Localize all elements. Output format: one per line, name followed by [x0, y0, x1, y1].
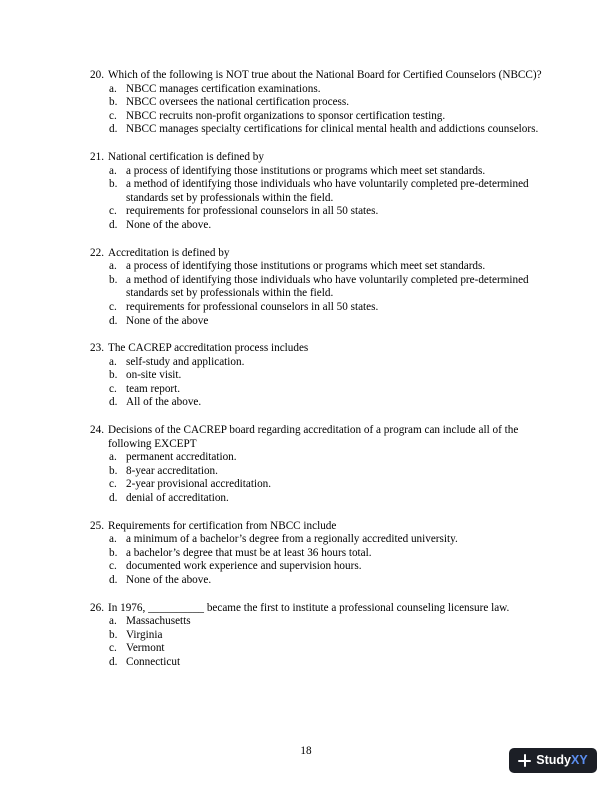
- option-letter: b.: [109, 628, 118, 641]
- option-text: All of the above.: [126, 396, 202, 409]
- option-letter: c.: [109, 478, 117, 491]
- question-stem: [90, 424, 550, 451]
- question-text: Decisions of the CACREP board regarding accreditation of a program can include all of the following EXCEPT: [108, 424, 519, 450]
- option-text: 8-year accreditation.: [126, 464, 218, 477]
- answer-options: [90, 165, 550, 233]
- option-text: a method of identifying those individuals who have voluntarily completed pre-determined standards set by professionals within the field.: [126, 273, 529, 300]
- question-stem: [90, 247, 550, 261]
- answer-options: [90, 533, 550, 587]
- answer-option: [109, 533, 550, 547]
- option-text: documented work experience and supervision hours.: [126, 560, 362, 573]
- option-text: denial of accreditation.: [126, 492, 229, 505]
- option-letter: d.: [109, 396, 118, 409]
- option-letter: c.: [109, 205, 117, 218]
- option-text: team report.: [126, 382, 181, 395]
- question-item: [90, 69, 550, 137]
- option-text: NBCC oversees the national certification process.: [126, 96, 350, 109]
- question-number: 23.: [90, 342, 104, 355]
- question-text: In 1976, __________ became the first to institute a professional counseling licensure law.: [108, 601, 510, 614]
- option-letter: a.: [109, 355, 117, 368]
- question-text: Accreditation is defined by: [108, 246, 230, 259]
- option-letter: c.: [109, 382, 117, 395]
- option-letter: d.: [109, 314, 118, 327]
- question-stem: [90, 520, 550, 534]
- answer-option: [109, 465, 550, 479]
- answer-option: [109, 165, 550, 179]
- option-letter: a.: [109, 82, 117, 95]
- question-stem: [90, 602, 550, 616]
- option-letter: c.: [109, 109, 117, 122]
- option-text: requirements for professional counselors in all 50 states.: [126, 205, 379, 218]
- question-number: 22.: [90, 246, 104, 259]
- option-text: Virginia: [126, 628, 163, 641]
- question-stem: [90, 69, 550, 83]
- answer-option: [109, 260, 550, 274]
- answer-option: [109, 219, 550, 233]
- answer-option: [109, 629, 550, 643]
- answer-option: [109, 560, 550, 574]
- option-text: None of the above.: [126, 574, 212, 586]
- answer-option: [109, 123, 550, 137]
- question-item: [90, 520, 550, 588]
- option-letter: d.: [109, 655, 118, 668]
- answer-option: [109, 547, 550, 561]
- question-number: 24.: [90, 424, 104, 437]
- option-text: permanent accreditation.: [126, 451, 237, 464]
- option-letter: d.: [109, 123, 118, 136]
- answer-options: [90, 451, 550, 505]
- watermark-brand-accent: XY: [571, 752, 588, 767]
- option-letter: d.: [109, 218, 118, 231]
- option-text: a method of identifying those individuals who have voluntarily completed pre-determined standards set by professionals within the field.: [126, 178, 529, 204]
- option-text: a process of identifying those institutions or programs which meet set standards.: [126, 164, 486, 177]
- option-letter: d.: [109, 574, 118, 586]
- question-number: 20.: [90, 69, 104, 81]
- question-text: National certification is defined by: [108, 150, 264, 163]
- option-letter: c.: [109, 560, 117, 573]
- question-number: 25.: [90, 519, 104, 532]
- option-text: NBCC manages specialty certifications for clinical mental health and addictions counselors.: [126, 123, 539, 136]
- answer-option: [109, 574, 550, 588]
- option-letter: a.: [109, 451, 117, 464]
- answer-option: [109, 492, 550, 506]
- option-letter: a.: [109, 533, 117, 546]
- option-letter: d.: [109, 492, 118, 505]
- answer-options: [90, 615, 550, 669]
- option-text: requirements for professional counselors in all 50 states.: [126, 300, 379, 313]
- answer-option: [109, 656, 550, 670]
- answer-option: [109, 96, 550, 110]
- question-item: [90, 247, 550, 329]
- option-letter: b.: [109, 96, 118, 109]
- option-letter: b.: [109, 464, 118, 477]
- answer-option: [109, 369, 550, 383]
- answer-option: [109, 356, 550, 370]
- answer-options: [90, 356, 550, 410]
- option-text: Massachusetts: [126, 615, 191, 628]
- answer-option: [109, 383, 550, 397]
- answer-option: [109, 315, 550, 329]
- question-text: Requirements for certification from NBCC include: [108, 519, 337, 532]
- option-letter: b.: [109, 273, 118, 286]
- option-letter: c.: [109, 300, 117, 313]
- option-text: Connecticut: [126, 655, 181, 668]
- option-text: None of the above: [126, 314, 209, 327]
- question-item: [90, 424, 550, 506]
- question-number: 21.: [90, 150, 104, 163]
- answer-option: [109, 205, 550, 219]
- option-letter: c.: [109, 642, 117, 655]
- page-number: 18: [300, 745, 312, 757]
- option-text: 2-year provisional accreditation.: [126, 478, 272, 491]
- option-text: NBCC manages certification examinations.: [126, 82, 321, 95]
- option-letter: b.: [109, 178, 118, 191]
- option-letter: a.: [109, 260, 117, 273]
- question-list: [90, 69, 550, 684]
- option-letter: a.: [109, 615, 117, 628]
- question-number: 26.: [90, 601, 104, 614]
- option-text: a minimum of a bachelor’s degree from a regionally accredited university.: [126, 533, 458, 546]
- answer-options: [90, 260, 550, 328]
- question-text: The CACREP accreditation process includes: [108, 342, 309, 355]
- question-item: [90, 151, 550, 233]
- option-text: self-study and application.: [126, 355, 245, 368]
- answer-option: [109, 178, 550, 205]
- studyxy-watermark: [509, 748, 597, 773]
- answer-option: [109, 451, 550, 465]
- question-stem: [90, 151, 550, 165]
- answer-option: [109, 396, 550, 410]
- watermark-brand-primary: Study: [536, 752, 572, 767]
- option-text: Vermont: [126, 642, 165, 655]
- question-item: [90, 602, 550, 670]
- plus-icon: [518, 754, 531, 767]
- option-letter: b.: [109, 546, 118, 559]
- option-letter: b.: [109, 369, 118, 382]
- answer-options: [90, 83, 550, 137]
- answer-option: [109, 301, 550, 315]
- option-letter: a.: [109, 164, 117, 177]
- question-text: Which of the following is NOT true about the National Board for Certified Counselors (NBCC)?: [108, 69, 542, 81]
- answer-option: [109, 110, 550, 124]
- option-text: on-site visit.: [126, 369, 182, 382]
- option-text: a process of identifying those institutions or programs which meet set standards.: [126, 260, 486, 273]
- option-text: a bachelor’s degree that must be at least 36 hours total.: [126, 546, 372, 559]
- answer-option: [109, 83, 550, 97]
- option-text: None of the above.: [126, 218, 212, 231]
- answer-option: [109, 615, 550, 629]
- question-item: [90, 342, 550, 410]
- answer-option: [109, 642, 550, 656]
- answer-option: [109, 274, 550, 301]
- answer-option: [109, 478, 550, 492]
- option-text: NBCC recruits non-profit organizations to sponsor certification testing.: [126, 109, 446, 122]
- question-stem: [90, 342, 550, 356]
